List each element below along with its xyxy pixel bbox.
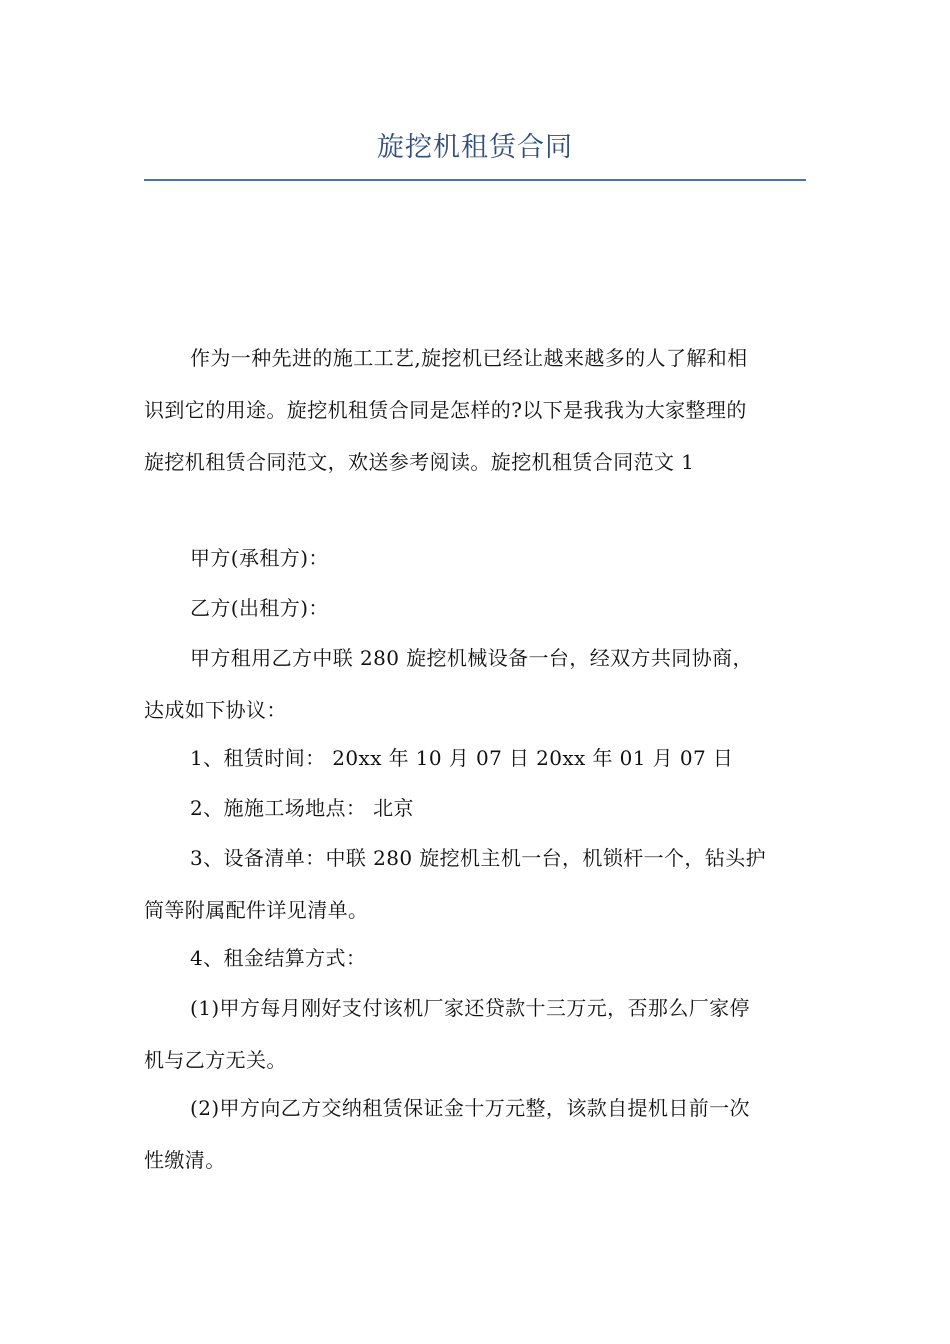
item-3 bbox=[144, 832, 806, 936]
item-4 bbox=[144, 932, 806, 984]
item-1 bbox=[144, 732, 806, 784]
item-2 bbox=[144, 782, 806, 834]
document-title: 旋挖机租赁合同 bbox=[377, 132, 573, 163]
sub-item-2-line-2: 性缴清。 bbox=[144, 1148, 226, 1172]
intro-line-3: 旋挖机租赁合同范文，欢送参考阅读。旋挖机租赁合同范文 1 bbox=[144, 450, 695, 474]
party-a-line bbox=[144, 532, 806, 584]
item-1-text: 1、租赁时间： 20xx 年 10 月 07 日 20xx 年 01 月 07 日 bbox=[190, 746, 734, 770]
intro-line-1: 作为一种先进的施工工艺,旋挖机已经让越来越多的人了解和相 bbox=[190, 346, 748, 370]
sub-item-1 bbox=[144, 982, 806, 1086]
item-3-line-1: 3、设备清单：中联 280 旋挖机主机一台，机锁杆一个，钻头护 bbox=[190, 846, 767, 870]
item-3-line-2: 筒等附属配件详见清单。 bbox=[144, 898, 369, 922]
sub-item-1-line-2: 机与乙方无关。 bbox=[144, 1048, 287, 1072]
party-b-line bbox=[144, 582, 806, 634]
party-b-text: 乙方(出租方)： bbox=[190, 596, 329, 620]
agreement-line-1: 甲方租用乙方中联 280 旋挖机械设备一台，经双方共同协商， bbox=[190, 646, 753, 670]
agreement-paragraph bbox=[144, 632, 806, 736]
title-underline bbox=[144, 179, 806, 181]
sub-item-2 bbox=[144, 1082, 806, 1186]
item-4-text: 4、租金结算方式： bbox=[190, 946, 367, 970]
agreement-line-2: 达成如下协议： bbox=[144, 698, 287, 722]
sub-item-1-line-1: (1)甲方每月刚好支付该机厂家还贷款十三万元，否那么厂家停 bbox=[190, 996, 750, 1020]
sub-item-2-line-1: (2)甲方向乙方交纳租赁保证金十万元整，该款自提机日前一次 bbox=[190, 1096, 750, 1120]
intro-line-2: 识到它的用途。旋挖机租赁合同是怎样的?以下是我我为大家整理的 bbox=[144, 398, 747, 422]
intro-paragraph bbox=[144, 332, 806, 488]
item-2-text: 2、施施工场地点： 北京 bbox=[190, 796, 414, 820]
party-a-text: 甲方(承租方)： bbox=[190, 546, 329, 570]
